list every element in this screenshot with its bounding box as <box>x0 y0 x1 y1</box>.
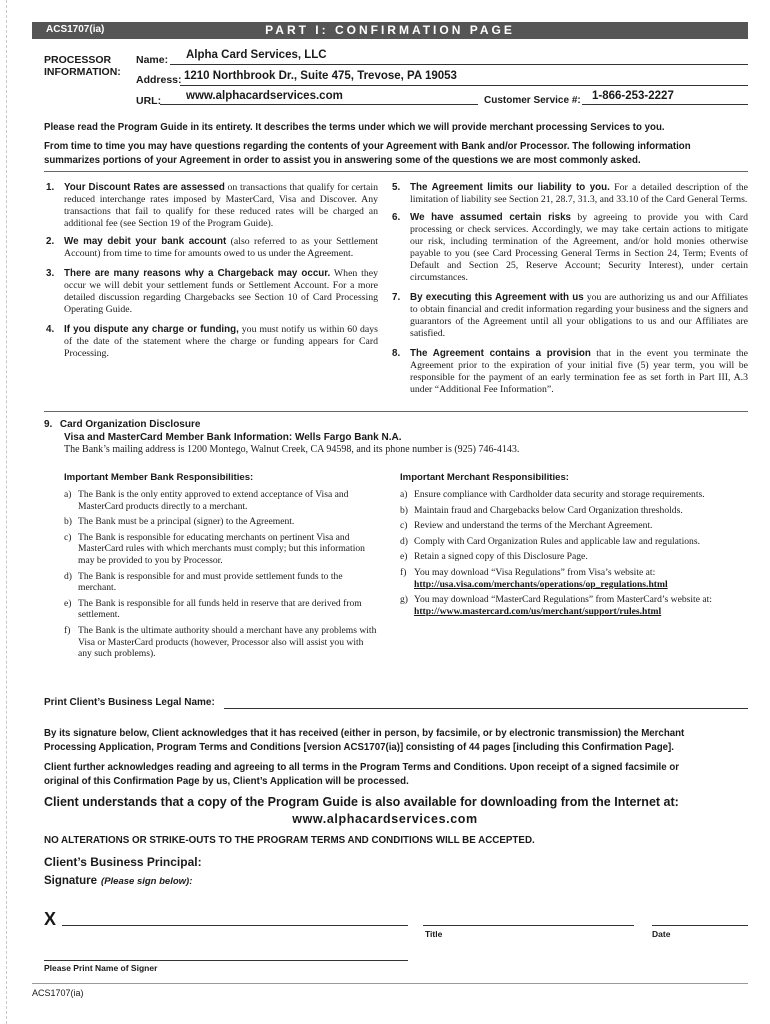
print-legal-name-label: Print Client’s Business Legal Name: <box>44 697 215 708</box>
list-item: 2. We may debit your bank account (also referred to as your Settlement Account) from time to time for amounts owed to us under the Agreement. <box>46 236 378 259</box>
list-item: 1. Your Discount Rates are assessed on transactions that qualify for certain reduced interchange rates imposed by MasterCard, Visa and Discover. Any transactions that fail to qualify for these reduced rates will be charged an additional fee (see Section 19 of the Program Guide). <box>46 182 378 229</box>
signature-x-mark: X <box>44 909 57 929</box>
section-9 <box>44 418 519 457</box>
date-label: Date <box>652 929 671 939</box>
ack-paragraph-1-line2: Processing Application, Program Terms and Conditions [version ACS1707(ia)] consisting of 44 pages [including this Confirmation Page]. <box>44 742 674 753</box>
download-notice: Client understands that a copy of the Program Guide is also available for downloading from the Internet at: <box>44 795 679 809</box>
list-item: b) The Bank must be a principal (signer) to the Agreement. <box>64 516 295 528</box>
section-9-subtitle: Visa and MasterCard Member Bank Information: Wells Fargo Bank N.A. <box>64 432 402 443</box>
ack-paragraph-2-line2: original of this Confirmation Page by us, Client’s Application will be processed. <box>44 776 409 787</box>
printed-name-label: Please Print Name of Signer <box>44 963 158 973</box>
list-item: e) The Bank is responsible for all funds held in reserve that are derived from settlement. <box>64 597 362 621</box>
processor-url-value: www.alphacardservices.com <box>186 90 343 102</box>
no-alterations-notice: NO ALTERATIONS OR STRIKE-OUTS TO THE PROGRAM TERMS AND CONDITIONS WILL BE ACCEPTED. <box>44 835 535 846</box>
customer-service-field-line <box>582 104 748 105</box>
list-item: 6. We have assumed certain risks by agreeing to provide you with Card processing or check services. Accordingly, we may take certain actions to mitigate our risk, including termination of the Agreement, and/or hold monies otherwise payable to you (see Card Processing General Terms in Section 24, Term; Events of Default and Section 25, Reserve Account; Security Interest), under certain circumstances. <box>392 212 749 283</box>
section-9-number: 9. <box>44 419 53 430</box>
printed-name-line[interactable] <box>44 960 408 961</box>
merchant-responsibilities <box>400 472 750 621</box>
list-item: g) You may download “MasterCard Regulations” from MasterCard’s website at: http://www.mastercard.com/us/merchant/support/rules.html <box>400 594 712 617</box>
divider <box>44 411 748 412</box>
ack-paragraph-1-line1: By its signature below, Client acknowledges that it has received (either in person, by facsimile, or by electronic transmission) the Merchant <box>44 728 685 739</box>
ack-paragraph-2-line1: Client further acknowledges reading and agreeing to all terms in the Program Terms and Conditions. Upon receipt of a signed facsimile or <box>44 762 680 773</box>
signature-label-row <box>44 871 192 889</box>
list-item: a) Ensure compliance with Cardholder data security and storage requirements. <box>400 489 705 500</box>
list-item: a) The Bank is the only entity approved to extend acceptance of Visa and MasterCard products directly to a merchant. <box>64 489 349 512</box>
processor-label-line1: PROCESSOR <box>44 54 112 66</box>
intro-paragraph-1: Please read the Program Guide in its entirety. It describes the terms under which we will provide merchant processing Services to you. <box>44 122 665 133</box>
processor-label-line2: INFORMATION: <box>44 66 121 78</box>
date-line[interactable] <box>652 925 748 926</box>
list-item: d) The Bank is responsible for and must provide settlement funds to the merchant. <box>64 570 343 594</box>
signature-line[interactable] <box>62 925 408 926</box>
customer-service-label: Customer Service #: <box>484 95 581 106</box>
title-line[interactable] <box>423 925 634 926</box>
merchant-responsibilities-heading: Important Merchant Responsibilities: <box>400 472 569 483</box>
list-item: e) Retain a signed copy of this Disclosure Page. <box>400 551 588 563</box>
visa-regulations-link[interactable]: http://usa.visa.com/merchants/operations/op_regulations.html <box>414 578 668 590</box>
customer-service-value: 1-866-253-2227 <box>592 90 674 102</box>
list-item: 4. If you dispute any charge or funding, you must notify us within 60 days of the date of the statement where the charge or funding appears for Card Processing. <box>46 324 378 359</box>
list-item: 8. The Agreement contains a provision that in the event you terminate the Agreement prior to the expiration of your initial five (5) year term, you will be responsible for the payment of an early termination fee as set forth in Part III, A.3 under “Additional Fee Information”. <box>392 348 748 395</box>
intro-paragraph-2-line1: From time to time you may have questions regarding the contents of your Agreement with Bank and/or Processor. The following information <box>44 141 691 152</box>
list-item: c) The Bank is responsible for educating merchants on pertinent Visa and MasterCard rules with which merchants must comply; but this information may be provided to you by Processor. <box>64 531 365 566</box>
form-code: ACS1707(ia) <box>46 24 105 35</box>
footer-divider <box>32 983 748 984</box>
download-url[interactable]: www.alphacardservices.com <box>292 812 478 826</box>
header-bar <box>32 22 748 39</box>
list-item: 3. There are many reasons why a Chargeback may occur. When they occur we will debit your settlement funds or Settlement Account. For a more detailed discussion regarding Chargebacks see Section 10 of Card Processing Operating Guide. <box>46 268 379 315</box>
url-label: URL: <box>136 95 162 107</box>
signature-label: Signature <box>44 875 98 887</box>
list-item: f) You may download “Visa Regulations” from Visa’s website at: http://usa.visa.com/merchants/operations/op_regulations.html <box>400 566 668 590</box>
page-edge-guide <box>6 0 7 1024</box>
legal-name-input-line[interactable] <box>224 708 748 709</box>
address-label: Address: <box>136 74 182 86</box>
name-field-line <box>170 64 748 65</box>
list-item: c) Review and understand the terms of the Merchant Agreement. <box>400 520 653 532</box>
title-label: Title <box>425 929 443 939</box>
mastercard-regulations-link[interactable]: http://www.mastercard.com/us/merchant/support/rules.html <box>414 605 662 617</box>
section-9-title: Card Organization Disclosure <box>59 419 201 430</box>
sign-below-label: (Please sign below): <box>101 876 193 887</box>
name-label: Name: <box>136 54 169 66</box>
list-item: 5. The Agreement limits our liability to you. For a detailed description of the limitation of liability see Section 21, 28.7, 31.3, and 33.10 of the Card General Terms. <box>392 182 748 205</box>
intro-paragraph-2-line2: summarizes portions of your Agreement in order to assist you in answering some of the questions we are most commonly asked. <box>44 155 641 166</box>
address-field-line <box>180 85 748 86</box>
business-principal-label: Client’s Business Principal: <box>44 855 202 869</box>
items-right-column <box>390 182 748 400</box>
items-left-column <box>44 182 378 364</box>
page-title: PART I: CONFIRMATION PAGE <box>265 23 515 37</box>
url-field-line <box>160 104 478 105</box>
processor-address-value: 1210 Northbrook Dr., Suite 475, Trevose, PA 19053 <box>184 70 457 82</box>
bank-responsibilities-heading: Important Member Bank Responsibilities: <box>64 472 254 483</box>
list-item: d) Comply with Card Organization Rules and applicable law and regulations. <box>400 535 700 547</box>
processor-name-value: Alpha Card Services, LLC <box>186 49 327 61</box>
list-item: f) The Bank is the ultimate authority should a merchant have any problems with Visa or MasterCard products (however, Processor also will assist you with any such problems). <box>64 624 377 660</box>
list-item: 7. By executing this Agreement with us you are authorizing us and our Affiliates to obtain financial and credit information regarding your business and the signers and guarantors of the Agreement until all your obligations to us and our Affiliates are satisfied. <box>392 292 748 339</box>
divider <box>44 171 748 172</box>
list-item: b) Maintain fraud and Chargebacks below Card Organization thresholds. <box>400 504 683 516</box>
bank-responsibilities <box>64 472 378 664</box>
footer-form-code: ACS1707(ia) <box>32 988 84 998</box>
section-9-address: The Bank’s mailing address is 1200 Montego, Walnut Creek, CA 94598, and its phone number is (925) 746-4143. <box>64 444 520 455</box>
